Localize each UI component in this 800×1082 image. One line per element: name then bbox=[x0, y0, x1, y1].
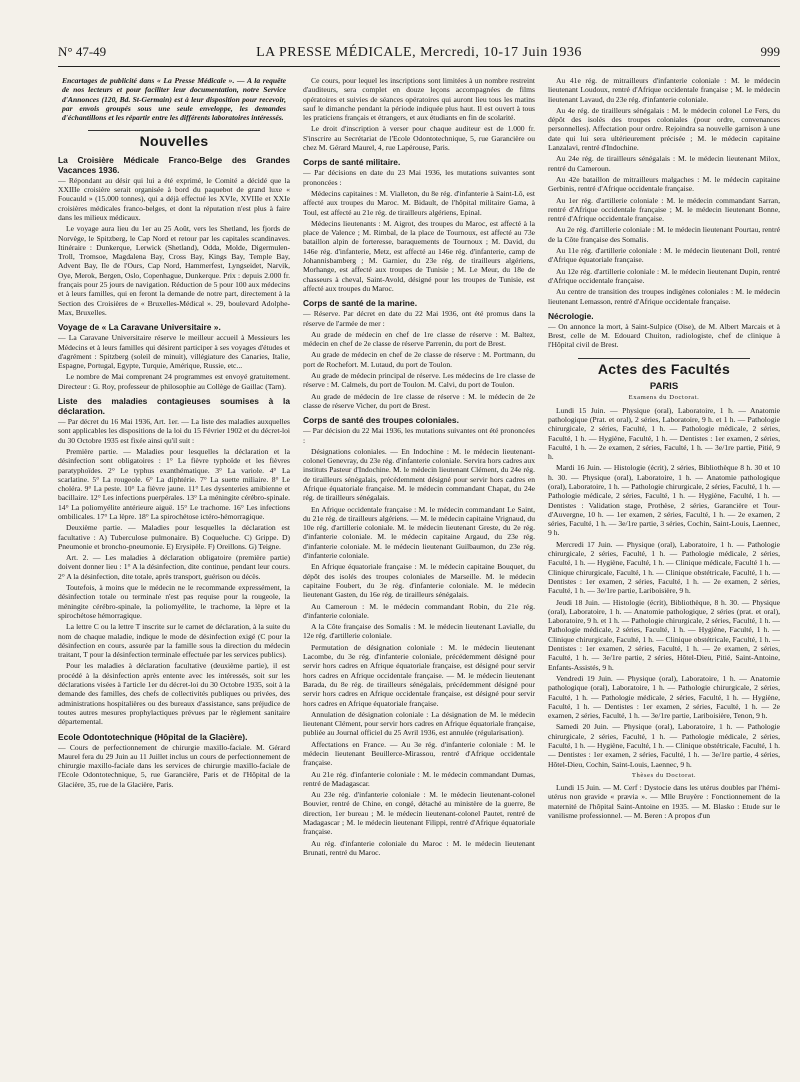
columns bbox=[58, 76, 780, 1074]
paragraph: La lettre C ou la lettre T inscrite sur le carnet de déclaration, à la suite du nom de chaque maladie, indique le mode de désinfection exigé (C pour la désinfection en cours, assurée par la famille sous la direction du médecin traitant, T pour la désinfection terminale effectuée par les services publics). bbox=[58, 622, 290, 660]
exam-schedule-item: Vendredi 19 Juin. — Physique (oral), Laboratoire, 1 h. — Anatomie pathologique (oral), Laboratoire, 1 h. — Pathologie chirurgicale, 2 séries, Faculté, 1 h. — Pathologie médicale, 2 séries, Faculté, 1 h. — Hygiène, Faculté, 1 h. — Dentistes : 1er examen, 2 séries, Faculté, 1 h. — 2e examen, 2 séries, Faculté, 1 h. — 3e/1re partie, Lariboisière, Tenon, 9 h. bbox=[548, 673, 780, 721]
paragraph: — Par décisions en date du 23 Mai 1936, les mutations suivantes sont prononcées : bbox=[303, 168, 535, 187]
paragraph: Médecins capitaines : M. Vialleton, du 8e rég. d'infanterie à Saint-Lô, est affecté aux troupes du Maroc. M. Bidault, de l'hôpital militaire Gama, à Toul, est affecté au 21e rég. de tirailleurs algériens, Epinal. bbox=[303, 188, 535, 217]
paragraph: Première partie. — Maladies pour lesquelles la déclaration et la désinfection sont obligatoires : 1° La fièvre typhoïde et les fièvres paratyphoïdes. 2° Le typhus exanthématique. 3° La variole. 4° La scarlatine. 5° La rougeole. 6° La diphtérie. 7° La suette miliaire. 8° Le choléra. 9° La peste. 10° La fièvre jaune. 11° Les dysenteries amibienne et bacillaire. 12° Les infections puerpérales. 13° La méningite cérébro-spinale. 14° La poliomyélite antérieure aiguë. 15° Le trachome. 16° Les infections ombilicales. 17° La lèpre. 18° La spirochétose ictéro-hémorragique. bbox=[58, 446, 290, 521]
heading-necrologie: Nécrologie. bbox=[548, 310, 594, 321]
divider bbox=[88, 130, 260, 131]
exam-schedule-item: Lundi 15 Juin. — Physique (oral), Laboratoire, 1 h. — Anatomie pathologique (Prat. et oral), 2 séries, Laboratoire, 9 h. et 1 h. — Pathologie chirurgicale, 2 séries, Faculté, 1 h. — Pathologie médicale, 2 séries, Faculté, 1 h. — Hygiène, Faculté, 1 h. — Dentistes : 1er examen, 2 séries, Faculté, 1 h. — 2e examen, 2 séries, Faculté, 1 h. — 3e/1re partie, Pitié, 9 h. bbox=[548, 405, 780, 462]
paragraph: Affectations en France. — Au 3e rég. d'infanterie coloniale : M. le médecin lieutenant Beuillerce-Mirassou, rentré d'Afrique occidentale française. bbox=[303, 739, 535, 768]
column-1 bbox=[58, 76, 290, 1074]
heading-marine: Corps de santé de la marine. bbox=[303, 298, 418, 309]
paragraph: Médecins lieutenants : M. Aigrot, des troupes du Maroc, est affecté à la place de Valence ; M. Rimbal, de la place de Tournoux, est affecté au 73e bataillon alpin de forteresse, baraquements de Tournoux ; M. David, du 146e rég. d'infanterie, Metz, est affecté au 146e rég. d'infanterie, camp de Johannisbamberg ; M. Garnier, du 23e rég. de tirailleurs algériens, Morhange, est affecté aux troupes de Tunisie ; M. Le Meur, du 18e de chasseurs à cheval, Saint-Avold, désigné pour les troupes de Tunisie, est affecté aux troupes du Maroc. bbox=[303, 218, 535, 293]
paragraph: Au 2e rég. d'artillerie coloniale : M. le médecin lieutenant Pourtau, rentré de la Côte française des Somalis. bbox=[548, 225, 780, 244]
paragraph: — On annonce la mort, à Saint-Sulpice (Oise), de M. Albert Marcais et à Brest, celle de M. Edouard Chuiton, radiologiste, chef de clinique à l'Hôpital civil de Brest. bbox=[548, 321, 780, 350]
paragraph: — Répondant au désir qui lui a été exprimé, le Comité a décidé que la XXIIIe croisière serait organisée à bord du paquebot de grand luxe « Foucauld » (15.000 tonnes), qui a déjà effectué les XVIe, XVIIIe et XXIe croisières médicales franco-belges, et dont la réputation n'est plus à faire dans les milieux médicaux. bbox=[58, 175, 290, 222]
heading-maladies: Liste des maladies contagieuses soumises à la déclaration. bbox=[58, 396, 290, 417]
paragraph: Annulation de désignation coloniale : La désignation de M. le médecin lieutenant Clément, pour servir hors cadres en Afrique équatoriale française, publiée au Journal officiel du 25 Avril 1936, est annulée (régularisation). bbox=[303, 709, 535, 738]
paragraph: Pour les maladies à déclaration facultative (deuxième partie), il est procédé à la désinfection après entente avec les intéressés, soit sur les déclarations visées à l'article 1er du décret-loi du 30 Octobre 1935, soit à la demande des familles, des chefs de collectivités publiques ou privées, des administrations hospitalières ou des bureaux d'assistance, sans préjudice de toutes autres mesures prophylactiques prévues par le règlement sanitaire départemental. bbox=[58, 661, 290, 727]
subheading-theses: Thèses du Doctorat. bbox=[631, 771, 697, 779]
paragraph: Au 21e rég. d'infanterie coloniale : M. le médecin commandant Dumas, rentré de Madagascar. bbox=[303, 769, 535, 788]
paragraph: Au 1er rég. d'artillerie coloniale : M. le médecin commandant Sarran, rentré d'Afrique occidentale française ; M. le médecin lieutenant Bonne, rentré d'Afrique occidentale française. bbox=[548, 195, 780, 224]
city-heading-paris: PARIS bbox=[649, 381, 679, 393]
paragraph: Au grade de médecin en chef de 2e classe de réserve : M. Portmann, du port de Rochefort. M. Lutaud, du port de Toulon. bbox=[303, 350, 535, 369]
paragraph: Au 4e rég. de tirailleurs sénégalais : M. le médecin colonel Le Fers, du dépôt des isolés des troupes coloniales (pour ordre, convenances personnelles). Affectation pour ordre. Rejoindra sa nouvelle garnison à une date qui lui sera ultérieurement précisée ; M. le médecin capitaine Lanzalavi, rentré d'Indochine. bbox=[548, 105, 780, 153]
exam-schedule-item: Jeudi 18 Juin. — Histologie (écrit), Bibliothèque, 8 h. 30. — Physique (oral), Laboratoire, 1 h. — Anatomie pathologique, 2 séries (prat. et oral), Laboratoire, 9 h. et 1 h. — Pathologie chirurgicale, 2 séries, Faculté, 1 h. — Pathologie médicale, 2 séries, Faculté, 1 h. — Hygiène, Faculté, 1 h. — Clinique chirurgicale, Faculté, 1 h. — Clinique obstétricale, Faculté, 1 h. — Dentistes : 1er examen, 2 séries, Faculté, 1 h. — 2e examen, 2 séries, Faculté, 1 h. — 3e/1re partie, 2 séries, Hôtel-Dieu, Pitié, Saint-Antoine, Enfants-Assistés, 9 h. bbox=[548, 597, 780, 672]
paragraph: Au 23e rég. d'infanterie coloniale : M. le médecin lieutenant-colonel Bouvier, rentré de Chine, en congé, détaché au ministère de la guerre, 8e direction, 1er bureau ; M. le médecin lieutenant-colonel Pautet, rentré de Madagascar ; M. le médecin lieutenant Filippi, rentré d'Afrique équatoriale française. bbox=[303, 790, 535, 837]
paragraph: Au grade de médecin de 1re classe de réserve : M. le médecin de 2e classe de réserve Vicher, du port de Brest. bbox=[303, 391, 535, 410]
paragraph: Au Cameroun : M. le médecin commandant Robin, du 21e rég. d'infanterie coloniale. bbox=[303, 601, 535, 620]
paragraph: — Réserve. Par décret en date du 22 Mai 1936, ont été promus dans la réserve de l'armée de mer : bbox=[303, 309, 535, 328]
paragraph: Au grade de médecin en chef de 1re classe de réserve : M. Baltez, médecin en chef de 2e classe de réserve Parrenin, du port de Brest. bbox=[303, 329, 535, 349]
paragraph: Au centre de transition des troupes indigènes coloniales : M. le médecin lieutenant Lemasson, rentré d'Afrique occidentale française. bbox=[548, 287, 780, 306]
paragraph: A la Côte française des Somalis : M. le médecin lieutenant Lavialle, du 12e rég. d'artillerie coloniale. bbox=[303, 622, 535, 641]
section-title-actes: Actes des Facultés bbox=[597, 360, 731, 377]
paragraph: Permutation de désignation coloniale : M. le médecin lieutenant Lacombe, du 3e rég. d'infanterie coloniale, précédemment désigné pour servir hors cadres en Afrique équatoriale française, est désigné pour servir hors cadres en Afrique occidentale française. — M. le médecin lieutenant Barada, du 8e rég. de tirailleurs sénégalais, précédemment désigné pour servir hors cadres en Afrique occidentale française, est désigné pour servir hors cadres en Afrique équatoriale française. bbox=[303, 642, 535, 708]
issue-number: N° 47-49 bbox=[58, 44, 107, 59]
column-2 bbox=[303, 76, 535, 1074]
paragraph: Deuxième partie. — Maladies pour lesquelles la déclaration est facultative : A) Tuberculose pulmonaire. B) Coqueluche. C) Grippe. D) Pneumonie et broncho-pneumonie. E) Erysipèle. F) Oreillons. G) Teigne. bbox=[58, 523, 290, 551]
heading-ecole: Ecole Odontotechnique (Hôpital de la Glacière). bbox=[58, 731, 248, 742]
section-title-nouvelles: Nouvelles bbox=[139, 133, 209, 150]
paragraph: Au grade de médecin principal de réserve. Les médecins de 1re classe de réserve : M. Calmels, du port de Toulon. M. Calvi, du port de Toulon. bbox=[303, 371, 535, 390]
divider bbox=[578, 358, 750, 359]
paragraph: Au 41e rég. de mitrailleurs d'infanterie coloniale : M. le médecin lieutenant Loudoux, rentré d'Afrique occidentale française ; M. le médecin lieutenant Lavaud, du 23e rég. d'infanterie coloniale. bbox=[548, 76, 780, 104]
exam-schedule-item: Samedi 20 Juin. — Physique (oral), Laboratoire, 1 h. — Pathologie chirurgicale, 2 séries, Faculté, 1 h. — Pathologie médicale, 2 séries, Faculté, 1 h. — Hygiène, Faculté, 1 h. — Clinique obstétricale, Faculté, 1 h. — Dentistes : 1er examen, 2 séries, Faculté, 1 h. — 3e/1re partie, 4 séries, Hôtel-Dieu, Cochin, Saint-Louis, Laennec, 9 h. bbox=[548, 722, 780, 769]
paragraph: Désignations coloniales. — En Indochine : M. le médecin lieutenant-colonel Genevray, du 23e rég. d'infanterie coloniale. Servira hors cadres aux instituts Pasteur d'Indochine. M. le médecin lieutenant Clément, du 24e rég. de tirailleurs sénégalais, précédemment désigné pour servir hors cadres en Afrique équatoriale française. M. le médecin commandant Chapat, du 24e rég. de tirailleurs sénégalais. bbox=[303, 446, 535, 503]
exam-schedule-item: Mardi 16 Juin. — Histologie (écrit), 2 séries, Bibliothèque 8 h. 30 et 10 h. 30. — Physique (oral), Laboratoire, 1 h. — Anatomie pathologique (oral), Laboratoire, 1 h. — Pathologie chirurgicale, 2 séries, Faculté, 1 h. — Pathologie médicale, 2 séries, Faculté, 1 h. — Hygiène, Faculté, 1 h. — Dentistes : Validation stage, Prothèse, 2 séries, Garancière et Tour-d'Auvergne, 10 h. — 1er examen, 2 séries, Faculté, 1 h. — 2e examen, 2 séries, Faculté, 1 h. — 3e/1re partie, 3 séries, Cochin, Saint-Louis, Laennec, 9 h. bbox=[548, 463, 780, 538]
publication-title: LA PRESSE MÉDICALE, Mercredi, 10-17 Juin 1936 bbox=[256, 45, 582, 60]
paragraph: — La Caravane Universitaire réserve le meilleur accueil à Messieurs les Médecins et à leurs familles qui désirent participer à ses voyages d'études et d'agrément : Spitzberg (soleil de minuit), villégiature des Canaries, Italie, Espagne, Portugal, Egypte, Turquie, Amérique, Russie, etc... bbox=[58, 333, 290, 371]
heading-croisiere: La Croisière Médicale Franco-Belge des Grandes Vacances 1936. bbox=[58, 154, 290, 175]
paragraph: Au 24e rég. de tirailleurs sénégalais : M. le médecin lieutenant Milox, rentré du Cameroun. bbox=[548, 154, 780, 173]
paragraph: — Par décret du 16 Mai 1936, Art. 1er. — La liste des maladies auxquelles sont applicables les dispositions de la loi du 15 Février 1902 et du décret-loi du 30 Octobre 1935 est fixée ainsi qu'il suit : bbox=[58, 417, 290, 445]
paragraph: En Afrique occidentale française : M. le médecin commandant Le Saint, du 21e rég. de tirailleurs algériens. — M. le médecin capitaine Vrignaud, du 10e rég. d'artillerie coloniale. M. le médecin lieutenant Greste, du 2e rég. d'infanterie coloniale. M. le médecin capitaine Argaud, du 23e rég. d'infanterie coloniale. M. le médecin lieutenant Guilbaumon, du 23e rég. d'infanterie coloniale. bbox=[303, 504, 535, 561]
advertising-notice: Encartages de publicité dans « La Presse Médicale ». — A la requête de nos lecteurs et pour faciliter leur documentation, notre Service d'Annonces (120, Bd. St-Germain) est à leur disposition pour recevoir, par envois groupés sous une seule enveloppe, les demandes d'échantillons et les répartir entre les différents laboratoires intéressés. bbox=[62, 76, 286, 123]
paragraph: Art. 2. — Les maladies à déclaration obligatoire (première partie) doivent donner lieu : 1° A la désinfection, dite continue, pendant leur cours. 2° A la désinfection, dite totale, après transport, guérison ou décès. bbox=[58, 553, 290, 581]
heading-sante-militaire: Corps de santé militaire. bbox=[303, 157, 401, 168]
paragraph: Au 42e bataillon de mitrailleurs malgaches : M. le médecin capitaine Gerbinis, rentré d'Afrique occidentale française. bbox=[548, 174, 780, 194]
column-3 bbox=[548, 76, 780, 1074]
paragraph: — Par décision du 22 Mai 1936, les mutations suivantes ont été prononcées : bbox=[303, 426, 535, 445]
heading-caravane: Voyage de « La Caravane Universitaire ». bbox=[58, 322, 221, 333]
paragraph: Ce cours, pour lequel les inscriptions sont limitées à un nombre restreint d'auditeurs, sera complet en douze leçons accompagnées de films opératoires et suivies de séances opératoires qui auront lieu tous les matins sauf le dimanche pendant la période indiquée plus haut. Il est ouvert à tous les praticiens français et étrangers, et aux étudiants en fin de scolarité. bbox=[303, 76, 535, 123]
paragraph: Le nombre de Mai comprenant 24 programmes est envoyé gratuitement. Directeur : G. Roy, professeur de philosophie au Collège de Gaillac (Tarn). bbox=[58, 372, 290, 391]
thesis-item: Lundi 15 Juin. — M. Cerf : Dystocie dans les utérus doubles par l'hémi-utérus non gravide « prævia ». — Mlle Bruyère : Fonctionnement de la maternité de l'hôpital Saint-Antoine en 1935. — M. Blasko : Etude sur le vanilisme professionnel. — M. Beren : A propos d'un bbox=[548, 783, 780, 821]
paragraph: Au 11e rég. d'artillerie coloniale : M. le médecin lieutenant Doll, rentré d'Afrique équatoriale française. bbox=[548, 246, 780, 265]
exam-schedule-item: Mercredi 17 Juin. — Physique (oral), Laboratoire, 1 h. — Pathologie chirurgicale, 2 séries, Faculté, 1 h. — Pathologie médicale, 2 séries, Faculté, 1 h. — Hygiène, Faculté, 1 h. — Clinique médicale, Faculté 1 h. — Clinique chirurgicale, Faculté, 1 h. — Clinique obstétricale, Faculté, 1 h. — Dentistes : 1er examen, 2 séries, Faculté, 1 h. — 2e examen, 2 séries, Faculté, 1 h. — 3e/1re partie, Lariboisière, 9 h. bbox=[548, 539, 780, 596]
paragraph: Le voyage aura lieu du 1er au 25 Août, vers les Shetland, les fjords de Norvège, le Spitzberg, le Cap Nord et retour par les capitales scandinaves. Itinéraire : Dunkerque, Lerwick (Shetland), Odda, Molde, Digermulen-Troll, Tromsoe, Magdalena Bay, Cross Bay, Kings Bay, Temple Bay, Advent Bay, Ile de l'Ours, Cap Nord, Hammerfest, Lyngseidet, Narvik, Oye, Merok, Bergen, Oslo, Copenhague, Dunkerque. Prix : depuis 2.000 fr. français pour 25 jours de navigation. Réduction de 5 pour 100 aux médecins et à leurs familles, qui en feront la demande de notre part, directement à la Section des Croisières de « Bruxelles-Médical ». 29, boulevard Adolphe-Max, Bruxelles. bbox=[58, 224, 290, 317]
paragraph: En Afrique équatoriale française : M. le médecin capitaine Bouquet, du dépôt des isolés des troupes coloniales de Marseille. M. le médecin capitaine Foubert, du 3e rég. d'infanterie coloniale. M. le médecin lieutenant Gasten, du 16e rég. de tirailleurs sénégalais. bbox=[303, 562, 535, 600]
paragraph: Le droit d'inscription à verser pour chaque auditeur est de 1.000 fr. S'inscrire au Secrétariat de l'Ecole Odontotechnique, 5, rue Garancière ou chez M. Gérard Maurel, 4, rue Lapérouse, Paris. bbox=[303, 124, 535, 153]
heading-troupes-coloniales: Corps de santé des troupes coloniales. bbox=[303, 415, 459, 426]
paragraph: — Cours de perfectionnement de chirurgie maxillo-faciale. M. Gérard Maurel fera du 29 Juin au 11 Juillet inclus un cours de perfectionnement de chirurgie maxillo-faciale dans les services de chirurgie maxillo-faciale de l'Ecole Odontotechnique, 5, rue Garancière, Paris et de l'Hôpital de la Glacière, 35, rue de la Glacière, Paris. bbox=[58, 742, 290, 789]
paragraph: Toutefois, à moins que le médecin ne le recommande expressément, la désinfection totale ou terminale n'est pas requise pour la rougeole, la méningite cérébro-spinale, la poliomyélite, le trachome, la lèpre et la spirochétose hémorragique. bbox=[58, 583, 290, 620]
page-number: 999 bbox=[760, 44, 780, 59]
paragraph: Au rég. d'infanterie coloniale du Maroc : M. le médecin lieutenant Brunati, rentré du Maroc. bbox=[303, 838, 535, 857]
subheading-examens: Examens du Doctorat. bbox=[628, 394, 700, 402]
paragraph: Au 12e rég. d'artillerie coloniale : M. le médecin lieutenant Dupin, rentré d'Afrique occidentale française. bbox=[548, 266, 780, 285]
page-header bbox=[58, 44, 780, 67]
